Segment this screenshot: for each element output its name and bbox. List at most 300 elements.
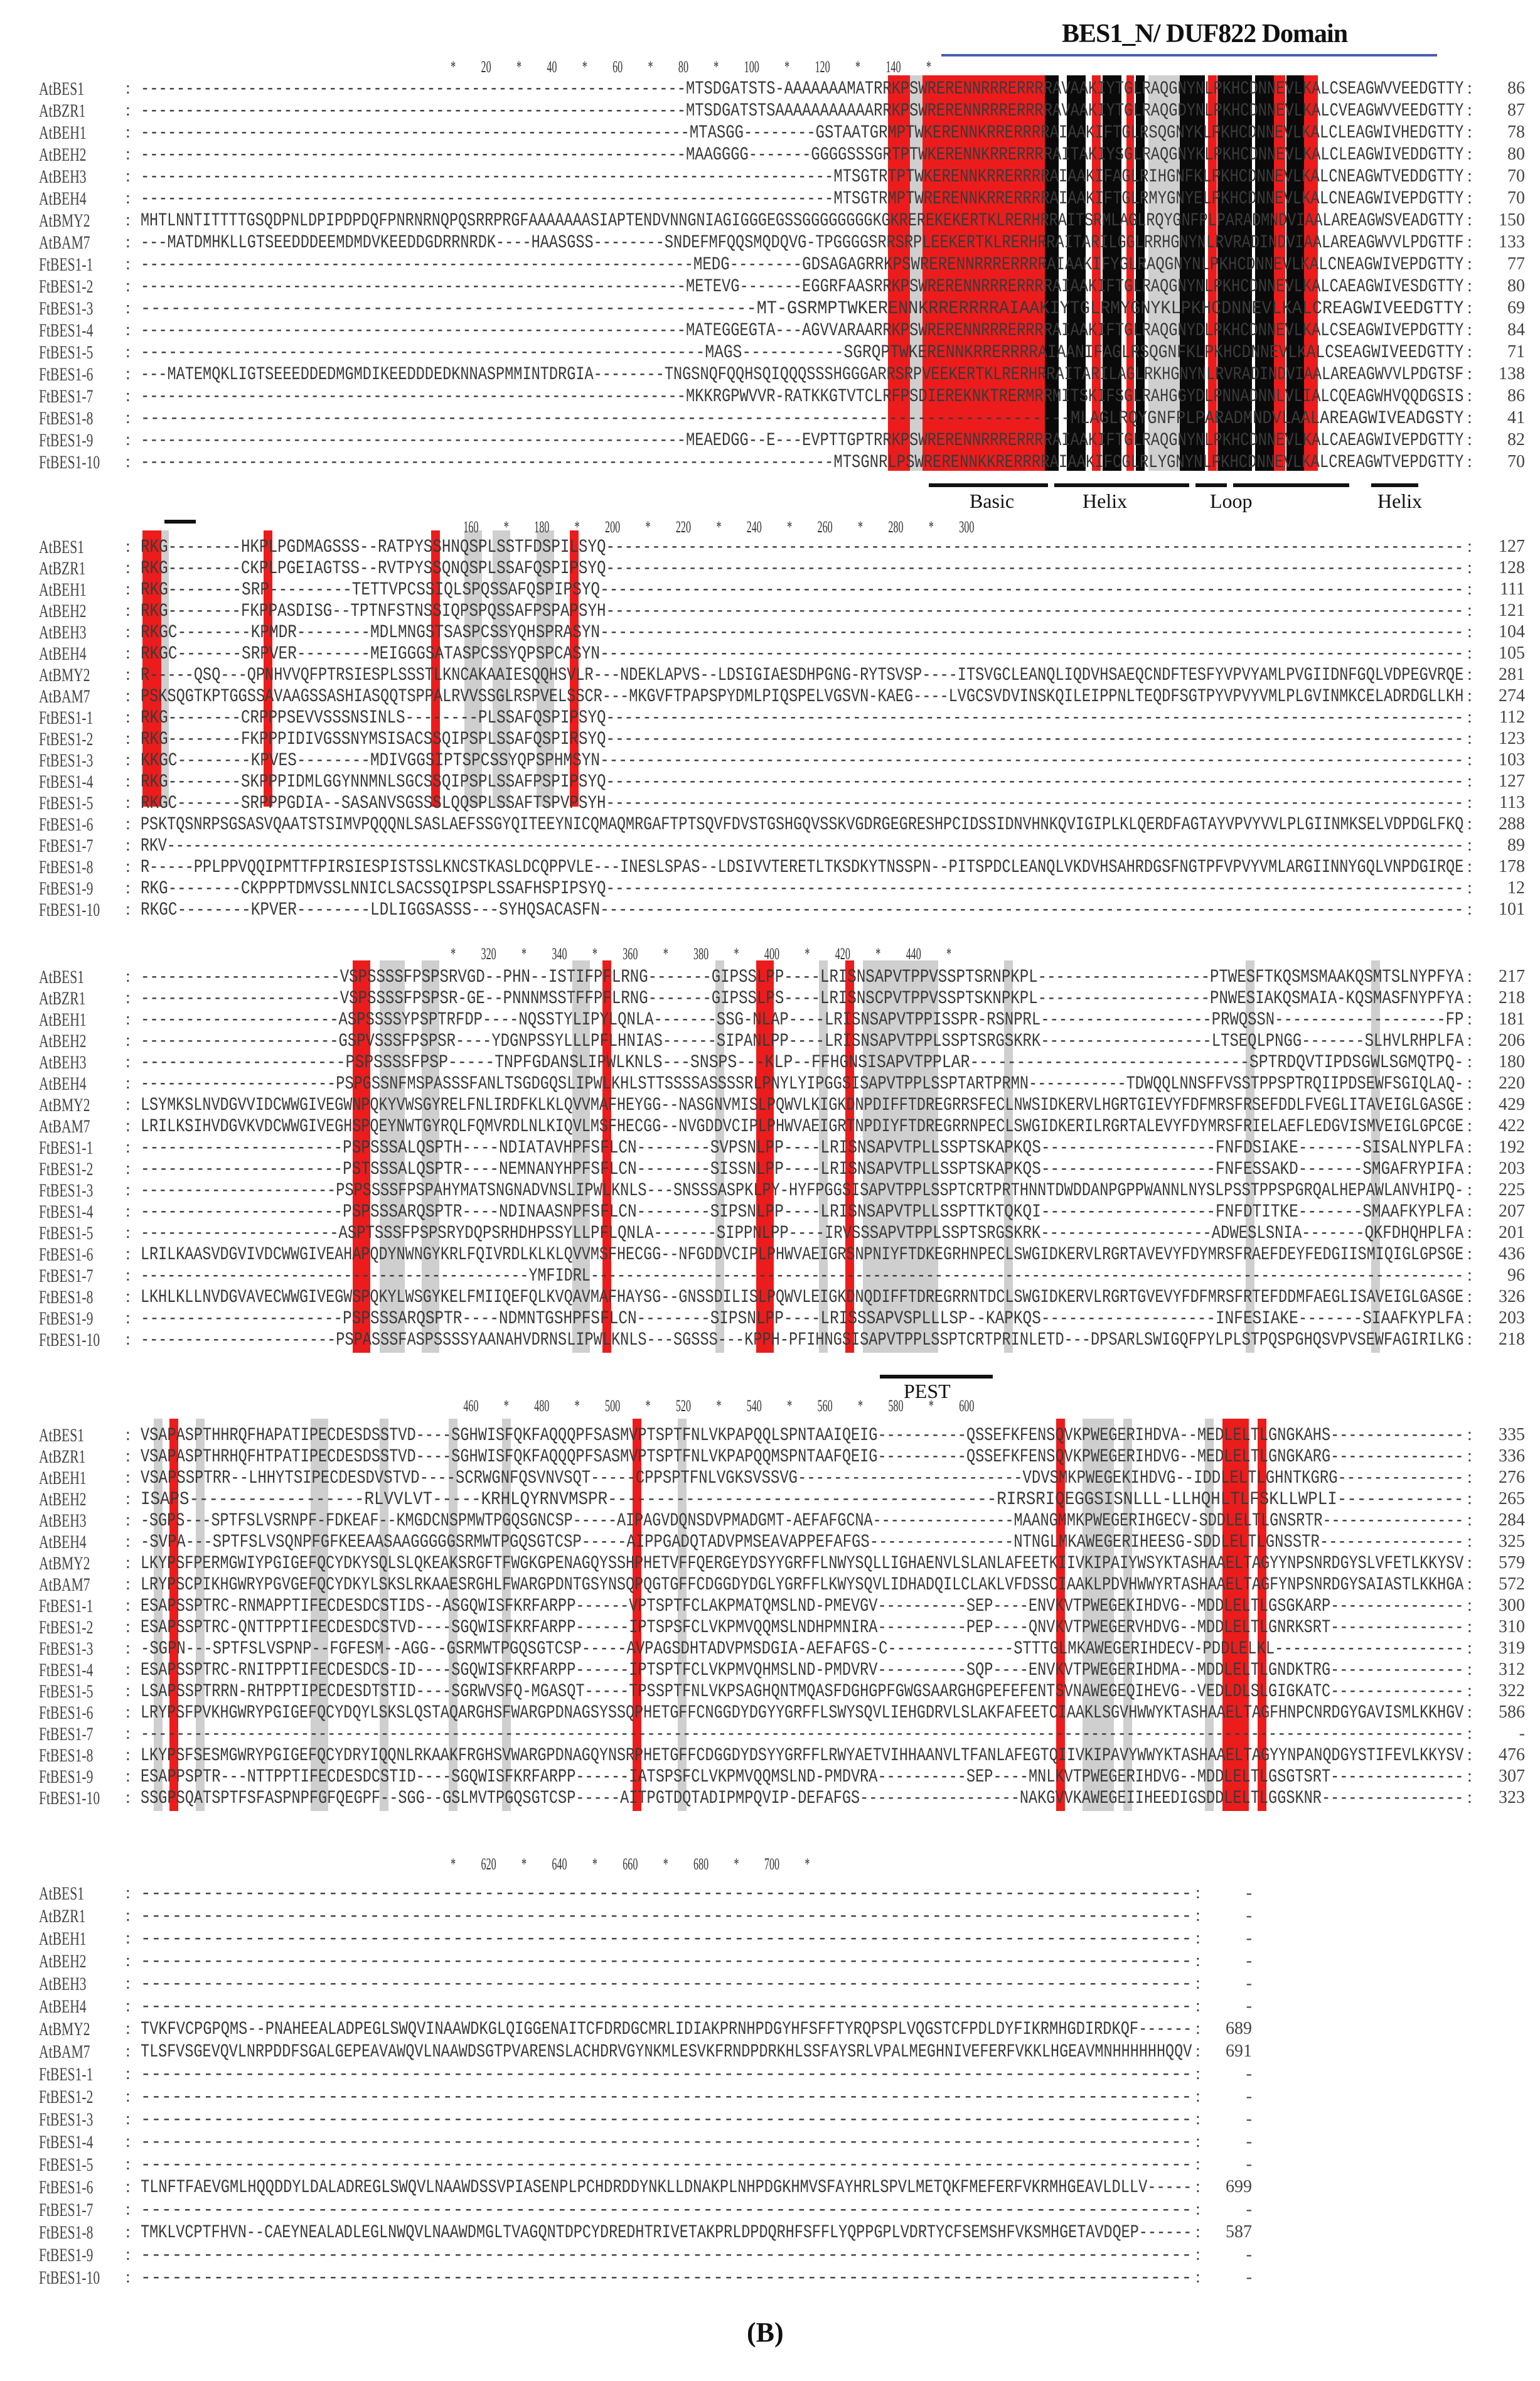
- residue-count: 281: [1499, 665, 1525, 684]
- sequence-name: AtBEH2: [39, 144, 87, 165]
- sequence-residues: ESAPSSPTRC-RNMAPPTIFECDESDCSTIDS--ASGQWISFKRFARPP------VPTSPTFCLAKPMATQMSLND-PMEVGV----------SEP----ENVKVTPWEGEKIHDVG--MDDLELTLGSGKARP---------------: [141, 1596, 1464, 1617]
- sequence-name: FtBES1-7: [39, 1266, 94, 1286]
- separator: :: [1467, 1553, 1472, 1572]
- separator: :: [126, 1468, 131, 1487]
- separator: :: [126, 320, 131, 340]
- residue-count: 325: [1499, 1532, 1525, 1551]
- residue-count: 70: [1507, 166, 1525, 186]
- sequence-residues: ----------------------ASPSSSSYPSPTRFDP----NQSSTYLIPYLQNLA-------SSG-NLAP----LRISNSAPVTPPISSPR-RSNPRL-------------------PRWQSSN-------------------FP: [141, 1009, 1464, 1031]
- separator: :: [1467, 78, 1472, 98]
- separator: :: [126, 857, 131, 876]
- residue-count: 89: [1507, 836, 1525, 855]
- residue-count: 112: [1499, 707, 1525, 727]
- position-ruler: * 620 * 640 * 660 * 680 * 700 *: [436, 1855, 810, 1873]
- separator: :: [1467, 537, 1472, 556]
- sequence-residues: ----------------------PSPASSSFASPSSSSYAANAHVDRNSLIPWLKNLS---SGSSS---KPPH-PFIHNGSISAPVTPPLSSPTCRTPRINLETD---DPSARLSWIGQFPYLPLSTPQSPGHQSVPVSEWFAGIRILKG: [141, 1330, 1464, 1351]
- alignment-row: [0, 166, 1540, 191]
- sequence-residues: -----------------------------------------------------------------------------------------------------: [141, 2154, 1192, 2176]
- sequence-name: AtBEH3: [39, 1052, 87, 1073]
- alignment-row: [0, 2177, 1540, 2202]
- residue-count: 476: [1499, 1745, 1525, 1765]
- separator: :: [1195, 1928, 1200, 1948]
- sequence-residues: -------------------------------------------------------------MTASGG--------GSTAATGRMPTWKERENNKRRERRRRAIAAKIFTGLRSQGNYKLPKHCDNNEVLKALCLEAGWIVHEDGTTY: [141, 122, 1464, 144]
- sequence-residues: -------------------------------------------------------------MKKRGPWVVR-RATKKGTVTCLRFPSDIEREKNKTRERMRRMITSKIFSGLRAHGGYDLPNNADNNLVLIALCQEAGWHVQQDGSIS: [141, 386, 1464, 407]
- residue-count: 336: [1499, 1446, 1525, 1466]
- separator: :: [1467, 814, 1472, 834]
- residue-count: -: [1246, 2109, 1252, 2129]
- sequence-name: FtBES1-1: [39, 1137, 94, 1158]
- residue-count: -: [1519, 1724, 1525, 1743]
- pest-motif-label: PEST: [904, 1380, 951, 1402]
- alignment-row: [0, 276, 1540, 301]
- sequence-residues: RKG--------CKPLPGEIAGTSS--RVTPYSSQNQSPLSSAFQSPIPSYQ----------------------------------------------------------------------------------------------: [141, 558, 1464, 579]
- sequence-name: FtBES1-1: [39, 1596, 94, 1616]
- alignment-row: [0, 386, 1540, 411]
- alignment-row: [0, 1996, 1540, 2021]
- sequence-residues: -----------------------------------------------------------------------------------------------------: [141, 2109, 1192, 2131]
- separator: :: [1195, 1951, 1200, 1970]
- residue-count: 203: [1499, 1308, 1525, 1328]
- helix-motif-bar: [1371, 483, 1418, 487]
- residue-count: 319: [1499, 1638, 1525, 1658]
- sequence-name: FtBES1-6: [39, 364, 94, 385]
- sequence-name: FtBES1-2: [39, 729, 94, 750]
- sequence-name: AtBEH1: [39, 579, 87, 600]
- residue-count: 84: [1507, 320, 1525, 340]
- residue-count: 41: [1507, 408, 1525, 427]
- sequence-name: FtBES1-6: [39, 814, 94, 835]
- sequence-name: AtBES1: [39, 537, 85, 557]
- residue-count: 335: [1499, 1425, 1525, 1444]
- sequence-name: FtBES1-2: [39, 2087, 94, 2107]
- separator: :: [1467, 771, 1472, 791]
- separator: :: [1467, 144, 1472, 164]
- sequence-name: AtBEH4: [39, 643, 87, 664]
- sequence-name: AtBEH3: [39, 166, 87, 187]
- separator: :: [1467, 1308, 1472, 1328]
- alignment-row: [0, 1906, 1540, 1931]
- separator: :: [126, 1532, 131, 1551]
- separator: :: [126, 2177, 131, 2196]
- separator: :: [1467, 665, 1472, 684]
- position-ruler: * 320 * 340 * 360 * 380 * 400 * 420 * 440 *: [436, 945, 952, 963]
- sequence-residues: -------------------------------------------------------------MTSDGATSTSAAAAAAAAAAARRKPSWRERENNRRRERRRRAVAAKIYTGLRAQGDYNLPKHCDNNEVLKALCVEAGWVVEEDGTTY: [141, 100, 1464, 122]
- sequence-residues: -------------------------------------------------------------MAAGGGG-------GGGGSSSGRTPTWKERENNKRRERRRRAITAKIYSGLRAQGNYKLPKHCDNNEVLKALCLEAGWIVEDDGTTY: [141, 144, 1464, 166]
- separator: :: [1195, 2222, 1200, 2242]
- sequence-name: FtBES1-9: [39, 1308, 94, 1329]
- separator: :: [1467, 1287, 1472, 1306]
- sequence-name: FtBES1-9: [39, 2245, 94, 2265]
- separator: :: [1467, 1073, 1472, 1093]
- separator: :: [126, 1489, 131, 1508]
- separator: :: [126, 601, 131, 620]
- position-ruler: 460 * 480 * 500 * 520 * 540 * 560 * 580 * 600: [436, 1397, 975, 1415]
- separator: :: [126, 78, 131, 98]
- separator: :: [126, 2222, 131, 2242]
- sequence-name: FtBES1-9: [39, 430, 94, 451]
- separator: :: [126, 408, 131, 427]
- sequence-name: AtBEH4: [39, 188, 87, 209]
- separator: :: [126, 386, 131, 406]
- separator: :: [126, 1906, 131, 1925]
- separator: :: [1467, 254, 1472, 274]
- residue-count: 225: [1499, 1180, 1525, 1200]
- sequence-residues: -----------------------------------------------------------------------------------------------------: [141, 1883, 1192, 1905]
- sequence-name: FtBES1-4: [39, 320, 94, 341]
- separator: :: [1467, 1617, 1472, 1637]
- separator: :: [1195, 2200, 1200, 2219]
- separator: :: [126, 232, 131, 252]
- residue-count: -: [1246, 2132, 1252, 2151]
- separator: :: [126, 1928, 131, 1948]
- separator: :: [1467, 900, 1472, 919]
- separator: :: [126, 1073, 131, 1093]
- separator: :: [1195, 1883, 1200, 1903]
- residue-count: 288: [1499, 814, 1525, 834]
- alignment-row: [0, 2064, 1540, 2089]
- separator: :: [1195, 2064, 1200, 2083]
- sequence-name: FtBES1-9: [39, 1766, 94, 1787]
- sequence-residues: LSAPSSPTRRN-RHTPPTIPECDESDTSTID----SGRWVSFQ-MGASQT-----TPSSPTFNLVKPSAGHQNTMQASFDGHGPFGWGSAARGHGPEFEFENTSVNAWEGEQIHEVG--VEDLDLSLGIGKATC---------------: [141, 1681, 1464, 1702]
- separator: :: [126, 750, 131, 770]
- separator: :: [126, 1617, 131, 1637]
- sequence-name: AtBAM7: [39, 1574, 90, 1595]
- sequence-name: FtBES1-4: [39, 771, 94, 792]
- residue-count: 178: [1499, 857, 1525, 876]
- separator: :: [126, 342, 131, 362]
- residue-count: 207: [1499, 1201, 1525, 1221]
- separator: :: [126, 1574, 131, 1594]
- separator: :: [1467, 408, 1472, 427]
- sequence-name: AtBEH1: [39, 122, 87, 143]
- alignment-row: [0, 144, 1540, 169]
- separator: :: [126, 2267, 131, 2287]
- separator: :: [126, 1052, 131, 1072]
- residue-count: -: [1246, 1951, 1252, 1970]
- separator: :: [1467, 1425, 1472, 1444]
- sequence-name: AtBEH3: [39, 622, 87, 643]
- sequence-name: FtBES1-8: [39, 408, 94, 429]
- sequence-name: AtBAM7: [39, 686, 90, 707]
- loop-motif-bar: [1195, 483, 1227, 487]
- residue-count: 436: [1499, 1244, 1525, 1264]
- sequence-residues: RKG--------CRPPPSEVVSSSNSINLS--------PLSSAFQSPIPSYQ----------------------------------------------------------------------------------------------: [141, 707, 1464, 729]
- loop-motif-bar: [1233, 483, 1349, 487]
- sequence-name: FtBES1-7: [39, 386, 94, 407]
- residue-count: 300: [1499, 1596, 1525, 1615]
- sequence-name: FtBES1-10: [39, 2267, 100, 2288]
- separator: :: [1467, 1681, 1472, 1701]
- separator: :: [1467, 298, 1472, 318]
- separator: :: [1195, 2087, 1200, 2106]
- alignment-row: [0, 2222, 1540, 2247]
- sequence-residues: -----------------------------------------------------------------------------------------------------: [141, 1996, 1192, 2018]
- sequence-residues: RKGC--------KPVER--------LDLIGGSASSS---SYHQSACASFN----------------------------------------------------------------------------------------------: [141, 900, 1464, 921]
- separator: :: [126, 771, 131, 791]
- residue-count: 69: [1507, 298, 1525, 318]
- separator: :: [126, 276, 131, 296]
- sequence-residues: ---MATDMHKLLGTSEEDDDEEMDMDVKEEDDGDRRNRDK----HAASGSS--------SNDEFMFQQSMQDQVG-TPGGGGSRRSRPLEEKERTKLRERHRRAITARILGGLRRHGNYNLRVRADINDVIAALAREAGWVVLPDGTTF: [141, 232, 1464, 254]
- sequence-residues: -------------------------------------------------------------MEAEDGG--E---EVPTTGPTRRKPSWRERENNRRRERRRRAIAAKIFTGLRAQGNYNLPKHCDNNEVLKALCAEAGWIVEPDGTTY: [141, 430, 1464, 451]
- residue-count: 691: [1226, 2041, 1252, 2061]
- sequence-residues: LRILKSIHVDGVKVDCWWGIVEGHSPQEYNWTGYRQLFQMVRDLNLKIQVLMSFHECGG--NVGDDVCIPLPHWVAEIGRTNPDIYFTDREGRRNPECLSWGIDKERILRGRTALEVYFDYMRSFRIELAEFLEDGVISMVEIGLGPCGE: [141, 1116, 1464, 1137]
- sequence-residues: LKYPSFPERMGWIYPGIGEFQCYDKYSQLSLQKEAKSRGFTFWGKGPENAGQYSSHPHETVFFQERGEYDSYYGRFFLNWYSQLLIGHAENVLSLANLAFEETKIIVKIPAIYWSYKTASHAAELTAGYYNPSNRDGYSLVFETLKKYSV: [141, 1553, 1464, 1574]
- separator: :: [1467, 232, 1472, 252]
- separator: :: [1467, 793, 1472, 812]
- separator: :: [126, 579, 131, 599]
- alignment-row: [0, 2267, 1540, 2292]
- residue-count: 579: [1499, 1553, 1525, 1572]
- separator: :: [126, 1724, 131, 1743]
- residue-count: 127: [1499, 771, 1525, 791]
- separator: :: [126, 1766, 131, 1786]
- separator: :: [126, 967, 131, 986]
- sequence-name: FtBES1-6: [39, 1244, 94, 1265]
- separator: :: [1467, 188, 1472, 208]
- separator: :: [126, 2019, 131, 2038]
- alignment-row: [0, 408, 1540, 433]
- sequence-residues: VSAPASPTHRHQFHTPATIPECDESDSSTVD----SGHWISFQKFAQQQPFSASMVPTSPTFNLVKPAPQQMSPNTAAFQEIG----------QSSEFKFENSQVKPWEGERIHDVG--MEDLELTLGNGKARG---------------: [141, 1446, 1464, 1468]
- separator: :: [126, 100, 131, 120]
- sequence-residues: RKG--------SKPPPIDMLGGYNNMNLSGCSSQIPSPLSSAFPSPIPSYQ----------------------------------------------------------------------------------------------: [141, 771, 1464, 793]
- sequence-name: FtBES1-6: [39, 2177, 94, 2198]
- sequence-name: FtBES1-6: [39, 1702, 94, 1723]
- sequence-residues: -----------------------------------------------------------------------------------------------------: [141, 1951, 1192, 1972]
- separator: :: [126, 1660, 131, 1679]
- residue-count: -: [1246, 1883, 1252, 1903]
- residue-count: 699: [1226, 2177, 1252, 2196]
- separator: :: [1467, 166, 1472, 186]
- alignment-row: [0, 1330, 1540, 1355]
- sequence-name: FtBES1-3: [39, 750, 94, 771]
- separator: :: [1467, 1766, 1472, 1786]
- residue-count: 217: [1499, 967, 1525, 986]
- sequence-name: AtBEH2: [39, 601, 87, 621]
- separator: :: [126, 686, 131, 706]
- sequence-residues: -----------------------------------------------------------------------------------------------------: [141, 2132, 1192, 2153]
- sequence-residues: LRYPSFPVKHGWRYPGIGEFQCYDQYLSKSLQSTAQARGHSFWARGPDNAGSYSSQPHETGFFCNGGDYDGYYGRFFLSWYSQVLIEHGDRVLSLAKFAFEETCIAAKLSGVHWWYKTASHAAELTAGFHNPCNRDGYGAVISMLKKHGV: [141, 1702, 1464, 1724]
- sequence-residues: ----------------------GSPVSSSFPSPSR----YDGNPSSYLLLPFLHNIAS------SIPANLPP----LRISNSAPVTPPLSSPTSRGSKRK-------------------LTSEQLPNGG-------SLHVLRHPLFA: [141, 1031, 1464, 1052]
- separator: :: [1467, 364, 1472, 384]
- sequence-residues: TLNFTFAEVGMLHQQDDYLDALADREGLSWQVLNAAWDSSVPIASENPLPCHDRDDYNKLLDNAKPLNHPDGKHMVSFAYHRLSPVLMETQKFMEFERFVKRMHGEAVLDLLV-----: [141, 2177, 1192, 2198]
- separator: :: [1467, 1266, 1472, 1285]
- separator: :: [1467, 878, 1472, 898]
- separator: :: [126, 2132, 131, 2151]
- sequence-residues: RKG--------CKPPPTDMVSSLNNICLSACSSQIPSPLSSAFHSPIPSYQ----------------------------------------------------------------------------------------------: [141, 878, 1464, 900]
- sequence-name: AtBEH2: [39, 1031, 87, 1051]
- residue-count: 307: [1499, 1766, 1525, 1786]
- separator: :: [126, 1180, 131, 1200]
- alignment-row: [0, 900, 1540, 925]
- separator: :: [1467, 386, 1472, 406]
- sequence-name: AtBZR1: [39, 1906, 86, 1927]
- residue-count: 70: [1507, 452, 1525, 471]
- separator: :: [126, 1974, 131, 1993]
- separator: :: [126, 1244, 131, 1264]
- sequence-residues: -------------------------------------------------------------METEVG-------EGGRFAASRRKPSWRERENNRRRERRRRAIAAKIFTGLRAQGNYNLPKHCDNNEVLKALCAEAGWIVESDGTTY: [141, 276, 1464, 298]
- residue-count: 587: [1226, 2222, 1252, 2242]
- alignment-row: [0, 320, 1540, 345]
- sequence-residues: -------------------------------------------------------------MAGS-----------SGRQPTWKERENNKRRERRRRAIAANIFAGLRSQGNFKLPKHCDNNEVLKALCSEAGWIVEEDGTTY: [141, 342, 1464, 363]
- separator: :: [126, 1266, 131, 1285]
- basic-motif-bar-continuation: [164, 520, 196, 524]
- alignment-row: [0, 342, 1540, 367]
- separator: :: [1467, 1532, 1472, 1551]
- sequence-name: AtBAM7: [39, 1116, 90, 1137]
- sequence-residues: --------------------------------------------YMFIDRL---------------------------------------------------------------------------------------------------: [141, 1266, 1464, 1287]
- separator: :: [1195, 1996, 1200, 2016]
- separator: :: [1195, 2177, 1200, 2196]
- separator: :: [1467, 643, 1472, 663]
- separator: :: [126, 452, 131, 471]
- sequence-name: FtBES1-2: [39, 1617, 94, 1638]
- sequence-residues: -SGPN---SPTFSLVSPNP--FGFESM--AGG--GSRMWTPGQSGTCSP-----AVPAGSDHTADVPMSDGIA-AEFAFGS-C--------------STTTGLMKAWEGERIHDECV-PDDLELKL---------------------: [141, 1638, 1464, 1660]
- separator: :: [1467, 1638, 1472, 1658]
- sequence-residues: -------------------------------------------------------------------------------------------------MLAGLRQYGNFPLPARADMNDVLAALAREAGWIVEADGSTY: [141, 408, 1464, 429]
- sequence-name: FtBES1-5: [39, 1223, 94, 1244]
- separator: :: [126, 1596, 131, 1615]
- separator: :: [126, 1951, 131, 1970]
- residue-count: 128: [1499, 558, 1525, 578]
- sequence-residues: ----------------------PSPSSSALQSPTH----NDIATAVHPFSFLCN--------SVPSNLPP----LRISNSAPVTPLLSSPTSKAPKQS-------------------FNFDSIAKE-------SISALNYPLFA: [141, 1137, 1464, 1159]
- pest-motif-bar: [880, 1375, 993, 1379]
- sequence-name: FtBES1-3: [39, 2109, 94, 2130]
- sequence-name: FtBES1-2: [39, 1159, 94, 1180]
- sequence-name: FtBES1-10: [39, 452, 100, 473]
- separator: :: [126, 900, 131, 919]
- position-ruler: * 20 * 40 * 60 * 80 * 100 * 120 * 140 *: [436, 58, 931, 76]
- sequence-name: FtBES1-5: [39, 793, 94, 814]
- sequence-residues: ESAPPSPTR---NTTPPTIFECDESDCSTID----SGQWISFKRFARPP------IATSPSFCLVKPMVQQMSLND-PMDVRA----------SEP----MNLKVTPWEGERIHDVG--MDDLELTLGSGTSRT---------------: [141, 1766, 1464, 1788]
- residue-count: 310: [1499, 1617, 1525, 1637]
- alignment-row: [0, 122, 1540, 148]
- sequence-residues: RKG--------FKPPASDISG--TPTNFSTNSSIQPSPQSSAFPSPAPSYH----------------------------------------------------------------------------------------------: [141, 601, 1464, 622]
- separator: :: [126, 1116, 131, 1136]
- residue-count: 322: [1499, 1681, 1525, 1701]
- sequence-name: FtBES1-4: [39, 1660, 94, 1680]
- sequence-name: FtBES1-1: [39, 254, 94, 275]
- residue-count: 82: [1507, 430, 1525, 449]
- separator: :: [126, 1638, 131, 1658]
- separator: :: [126, 1031, 131, 1050]
- sequence-residues: RKGC--------KPMDR--------MDLMNGSTSASPCSSYQHSPRASYN----------------------------------------------------------------------------------------------: [141, 622, 1464, 643]
- residue-count: 323: [1499, 1788, 1525, 1807]
- residue-count: 572: [1499, 1574, 1525, 1594]
- separator: :: [1467, 342, 1472, 362]
- domain-underline: [941, 54, 1437, 56]
- alignment-row: [0, 2019, 1540, 2044]
- alignment-row: [0, 2041, 1540, 2067]
- alignment-row: [0, 364, 1540, 389]
- separator: :: [126, 878, 131, 898]
- sequence-residues: ESAPSSPTRC-RNITPPTIFECDESDCS-ID----SGQWISFKRFARPP------IPTSPTFCLVKPMVQHMSLND-PMDVRV----------SQP----ENVKVTPWEGERIHDMA--MDDLELTLGNDKTRG---------------: [141, 1660, 1464, 1681]
- separator: :: [126, 188, 131, 208]
- separator: :: [126, 622, 131, 642]
- separator: :: [1467, 1745, 1472, 1765]
- sequence-residues: RKGC-------SRPVER--------MEIGGGSATASPCSSYQPSPCASYN----------------------------------------------------------------------------------------------: [141, 643, 1464, 665]
- separator: :: [1467, 1223, 1472, 1242]
- alignment-row: [0, 78, 1540, 104]
- sequence-residues: TMKLVCPTFHVN--CAEYNEALADLEGLNWQVLNAAWDMGLTVAGQNTDPCYDREDHTRIVETAKPRLDPDQRHFSFFLYQPPGPLVDRTYCFSEMSHFVKSMHGETAVDQEP------: [141, 2222, 1192, 2244]
- residue-count: 113: [1499, 793, 1525, 812]
- residue-count: 111: [1500, 579, 1525, 599]
- sequence-residues: -----------------------------------------------------------------------------------------------------: [141, 2245, 1192, 2266]
- residue-count: 86: [1507, 78, 1525, 98]
- sequence-residues: -----------------------------------------------------------------------------------------------------: [141, 2200, 1192, 2221]
- separator: :: [1195, 2245, 1200, 2264]
- separator: :: [1467, 1159, 1472, 1178]
- sequence-name: AtBMY2: [39, 665, 90, 685]
- separator: :: [126, 1287, 131, 1306]
- separator: :: [126, 729, 131, 748]
- sequence-residues: LKHLKLLNVDGVAVECWWGIVEGWSPQKYLWSGYKELFMIIQEFQLKVQAVMAFHAYSG--GNSSDILISLPQWVLEIGKDNQDIFFTDREGRRNTDCLSWGIDKERVLRGRTGVEVYFDFMRSFRTEFDDMFAEGLISAVEIGLGASGE: [141, 1287, 1464, 1308]
- alignment-row: [0, 2087, 1540, 2112]
- sequence-name: AtBES1: [39, 78, 85, 99]
- sequence-name: FtBES1-5: [39, 2154, 94, 2175]
- sequence-name: AtBMY2: [39, 210, 90, 231]
- separator: :: [1467, 1031, 1472, 1050]
- residue-count: 121: [1499, 601, 1525, 620]
- residue-count: -: [1246, 2087, 1252, 2106]
- separator: :: [1467, 1052, 1472, 1072]
- separator: :: [126, 1702, 131, 1722]
- alignment-row: [0, 298, 1540, 323]
- separator: :: [1195, 2109, 1200, 2129]
- separator: :: [1195, 1974, 1200, 1993]
- residue-count: -: [1246, 1974, 1252, 1993]
- residue-count: 103: [1499, 750, 1525, 770]
- separator: :: [126, 364, 131, 384]
- sequence-name: FtBES1-4: [39, 2132, 94, 2153]
- separator: :: [1467, 100, 1472, 120]
- sequence-name: AtBEH4: [39, 1073, 87, 1094]
- separator: :: [126, 1681, 131, 1701]
- separator: :: [1467, 967, 1472, 986]
- separator: :: [126, 1425, 131, 1444]
- sequence-residues: KKGC--------KPVES--------MDIVGGSIPTSPCSSYQPSPHMSYN----------------------------------------------------------------------------------------------: [141, 750, 1464, 771]
- sequence-name: FtBES1-8: [39, 857, 94, 878]
- sequence-residues: ----------------------PSPSSSSFPSP-----TNPFGDANSLIPWLKNLS---SNSPS---KLP--FFHGNSISAPVTPPLAR------------------------------SPTRDQVTIPDSGWLSGMQTPQ-: [141, 1052, 1464, 1073]
- sequence-name: FtBES1-3: [39, 1180, 94, 1201]
- residue-count: 192: [1499, 1137, 1525, 1157]
- sequence-name: AtBEH1: [39, 1468, 87, 1488]
- separator: :: [1195, 1906, 1200, 1925]
- sequence-name: AtBEH3: [39, 1510, 87, 1531]
- sequence-residues: -SGPS---SPTFSLVSRNPF-FDKEAF--KMGDCNSPMWTPGQSGNCSP-----AIPAGVDQNSDVPMADGMT-AEFAFGCNA----------------MAANGMMKPWEGERIHGECV-SDDLELTLGNSRTR----------------: [141, 1510, 1464, 1532]
- residue-count: 105: [1499, 643, 1525, 663]
- separator: :: [1467, 1510, 1472, 1530]
- sequence-residues: ----------------------PSPSSSSFPSPAHYMATSNGNADVNSLIPWLKNLS---SNSSSASPKLPY-HYFPGGSISAPVTPPLSSPTCRTPRTHNNTDWDDANPGPPWANNLNYSLPSSTPPSPGRQALHEPAWLANVHIPQ-: [141, 1180, 1464, 1201]
- separator: :: [1467, 622, 1472, 642]
- residue-count: 312: [1499, 1660, 1525, 1679]
- sequence-residues: ----------------------PSPSSSARQSPTR----NDINAASNPFSFLCN--------SIPSNLPP----LRISNSAPVTPLLSSPTTKTQKQI-------------------FNFDTITKE-------SMAAFKYPLFA: [141, 1201, 1464, 1223]
- separator: :: [126, 430, 131, 449]
- residue-count: 71: [1507, 342, 1525, 362]
- sequence-name: AtBEH4: [39, 1996, 87, 2017]
- sequence-residues: R-----PPLPPVQQIPMTTFPIRSIESPISTSSLKNCSTKASLDCQPPVLE---INESLSPAS--LDSIVVTERETLTKSDKYTNSSPN--PITSPDCLEANQLVKDVHSAHRDGSFNGTPFVPVYVMLARGIINNYGQLVNPDGIRQE: [141, 857, 1464, 878]
- separator: :: [1195, 2132, 1200, 2151]
- separator: :: [126, 643, 131, 663]
- separator: :: [126, 1308, 131, 1328]
- residue-count: 220: [1499, 1073, 1525, 1093]
- sequence-name: FtBES1-7: [39, 1724, 94, 1744]
- sequence-residues: -----------------------------------------------------------------------------------------------------------------------------------------------------: [141, 1724, 1464, 1745]
- sequence-residues: TVKFVCPGPQMS--PNAHEEALADPEGLSWQVINAAWDKGLQIGGENAITCFDRDGCMRLIDIAKPRNHPDGYHFSFFTYRQPSPLVQGSTCFPDLDYFIKRMHGDIRDKQF------: [141, 2019, 1192, 2040]
- separator: :: [126, 2041, 131, 2061]
- sequence-name: FtBES1-1: [39, 2064, 94, 2085]
- residue-count: -: [1246, 1928, 1252, 1948]
- separator: :: [1467, 1330, 1472, 1349]
